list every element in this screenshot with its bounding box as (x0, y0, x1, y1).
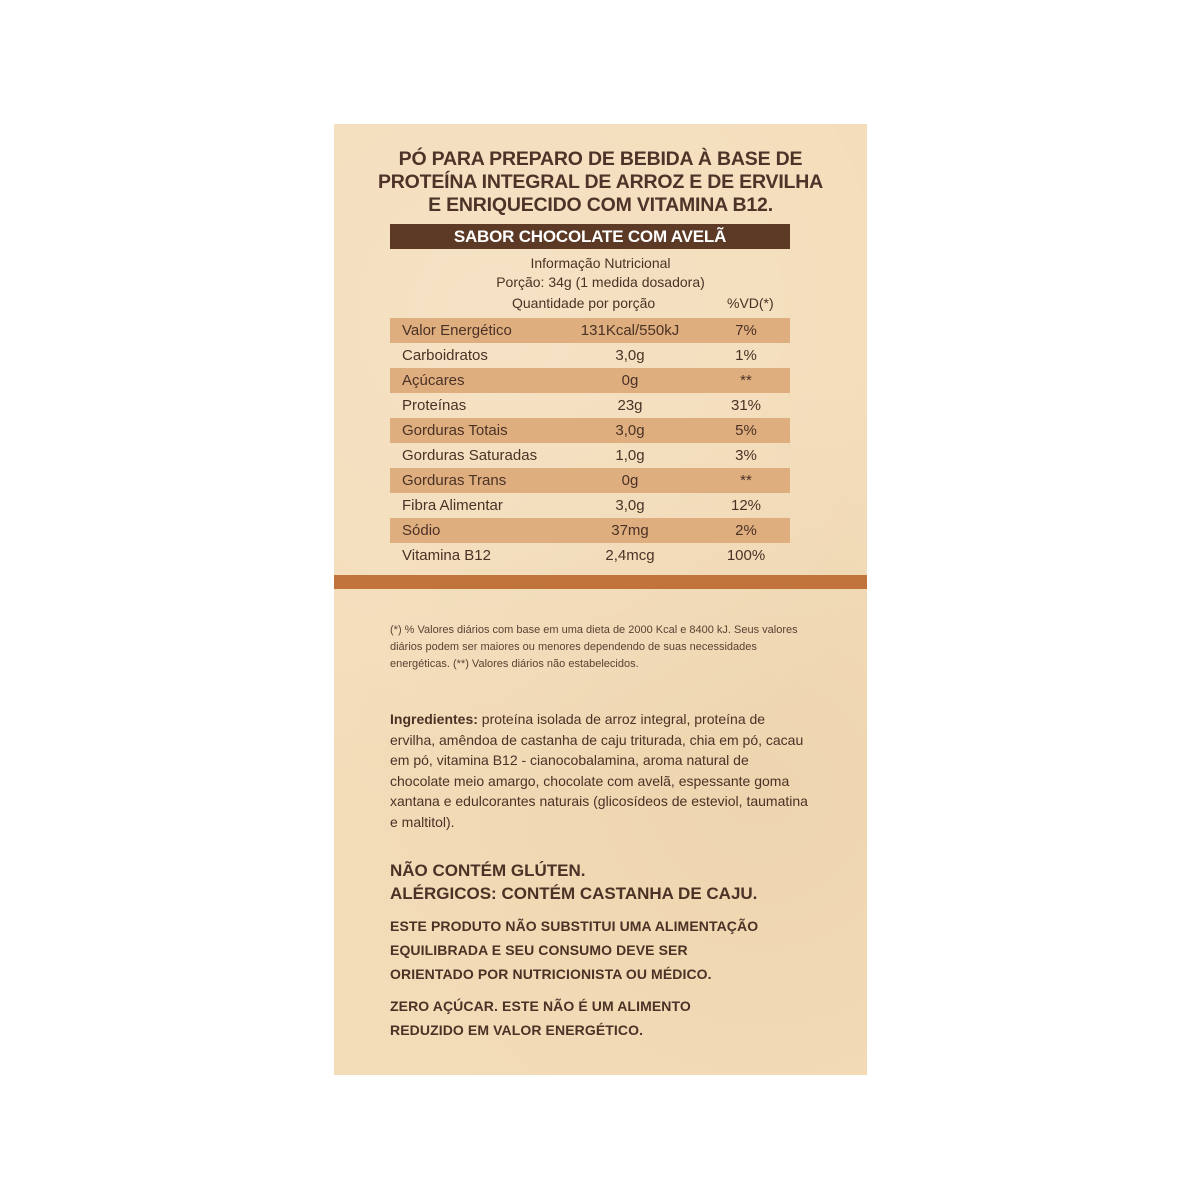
table-row (390, 368, 790, 393)
section-divider (334, 575, 867, 589)
nutrient-amount: 3,0g (615, 497, 645, 514)
title-line: PROTEÍNA INTEGRAL DE ARROZ E DE ERVILHA (377, 171, 824, 193)
nutrient-name: Sódio (402, 522, 441, 539)
warning-line: ORIENTADO POR NUTRICIONISTA OU MÉDICO. (390, 966, 712, 982)
nutrient-name: Gorduras Totais (402, 422, 508, 439)
nutrition-table (390, 318, 790, 568)
nutrient-daily-value: 2% (735, 522, 757, 539)
nutrient-name: Valor Energético (402, 322, 512, 339)
nutrition-label-panel (334, 124, 867, 1075)
nutrient-name: Proteínas (402, 397, 467, 414)
table-row (390, 543, 790, 568)
flavor-banner: SABOR CHOCOLATE COM AVELÃ (390, 224, 790, 249)
ingredients-text: proteína isolada de arroz integral, proteína de ervilha, amêndoa de castanha de caju triturada, chia em pó, cacau em pó, vitamina B12 - cianocobalamina, aroma natural de chocolate meio amargo, chocolate com avelã, espessante goma xantana e edulcorantes naturais (glicosídeos de esteviol, taumatina e maltitol). (390, 711, 808, 830)
nutrient-amount: 131Kcal/550kJ (580, 322, 680, 339)
nutrient-name: Fibra Alimentar (402, 497, 503, 514)
warning-line: ESTE PRODUTO NÃO SUBSTITUI UMA ALIMENTAÇÃO (390, 918, 759, 934)
nutrient-daily-value: 5% (735, 422, 757, 439)
table-row (390, 343, 790, 368)
nutrient-name: Gorduras Saturadas (402, 447, 538, 464)
table-row (390, 318, 790, 343)
gluten-statement: NÃO CONTÉM GLÚTEN. (390, 861, 586, 880)
nutrient-name: Carboidratos (402, 347, 488, 364)
table-row (390, 518, 790, 543)
nutrient-daily-value: 12% (730, 497, 762, 514)
nutrient-name: Gorduras Trans (402, 472, 507, 489)
nutrient-daily-value: 100% (726, 547, 766, 564)
zero-sugar-statement (390, 994, 850, 1042)
warning-line: EQUILIBRADA E SEU CONSUMO DEVE SER (390, 942, 688, 958)
nutrient-daily-value: ** (740, 472, 752, 489)
table-row (390, 418, 790, 443)
nutrient-daily-value: 7% (735, 322, 757, 339)
nutrient-amount: 2,4mcg (605, 547, 655, 564)
nutrient-daily-value: ** (740, 372, 752, 389)
nutrient-daily-value: 1% (735, 347, 757, 364)
title-line: PÓ PARA PREPARO DE BEBIDA À BASE DE (398, 148, 803, 170)
consumption-warning (390, 914, 850, 986)
quantity-column-header: Quantidade por porção (512, 295, 656, 311)
nutrient-daily-value: 31% (730, 397, 762, 414)
nutrient-amount: 37mg (611, 522, 649, 539)
table-row (390, 393, 790, 418)
nutrient-name: Vitamina B12 (402, 547, 491, 564)
table-row (390, 443, 790, 468)
allergen-statement: ALÉRGICOS: CONTÉM CASTANHA DE CAJU. (390, 884, 758, 903)
nutrient-daily-value: 3% (735, 447, 757, 464)
nutrient-amount: 3,0g (615, 422, 645, 439)
nutrition-info-title: Informação Nutricional (530, 255, 671, 271)
nutrient-amount: 0g (621, 472, 639, 489)
zero-sugar-line: REDUZIDO EM VALOR ENERGÉTICO. (390, 1022, 644, 1038)
nutrient-amount: 1,0g (615, 447, 645, 464)
title-line: E ENRIQUECIDO COM VITAMINA B12. (428, 194, 773, 216)
product-title (334, 148, 867, 217)
nutrient-amount: 0g (621, 372, 639, 389)
table-row (390, 468, 790, 493)
zero-sugar-line: ZERO AÇÚCAR. ESTE NÃO É UM ALIMENTO (390, 998, 691, 1014)
nutrition-info-header (334, 254, 867, 292)
table-row (390, 493, 790, 518)
daily-value-column-header: %VD(*) (727, 295, 774, 311)
allergen-block (390, 859, 850, 905)
portion-size: Porção: 34g (1 medida dosadora) (496, 274, 705, 290)
nutrient-amount: 23g (617, 397, 643, 414)
nutrient-name: Açúcares (402, 372, 465, 389)
nutrient-amount: 3,0g (615, 347, 645, 364)
ingredients-label: Ingredientes: (390, 711, 478, 727)
ingredients-list (390, 709, 810, 832)
daily-value-footnote: (*) % Valores diários com base em uma dieta de 2000 Kcal e 8400 kJ. Seus valores diários podem ser maiores ou menores dependendo de suas necessidades energéticas. (**) Valores diários não estabelecidos. (390, 624, 798, 670)
